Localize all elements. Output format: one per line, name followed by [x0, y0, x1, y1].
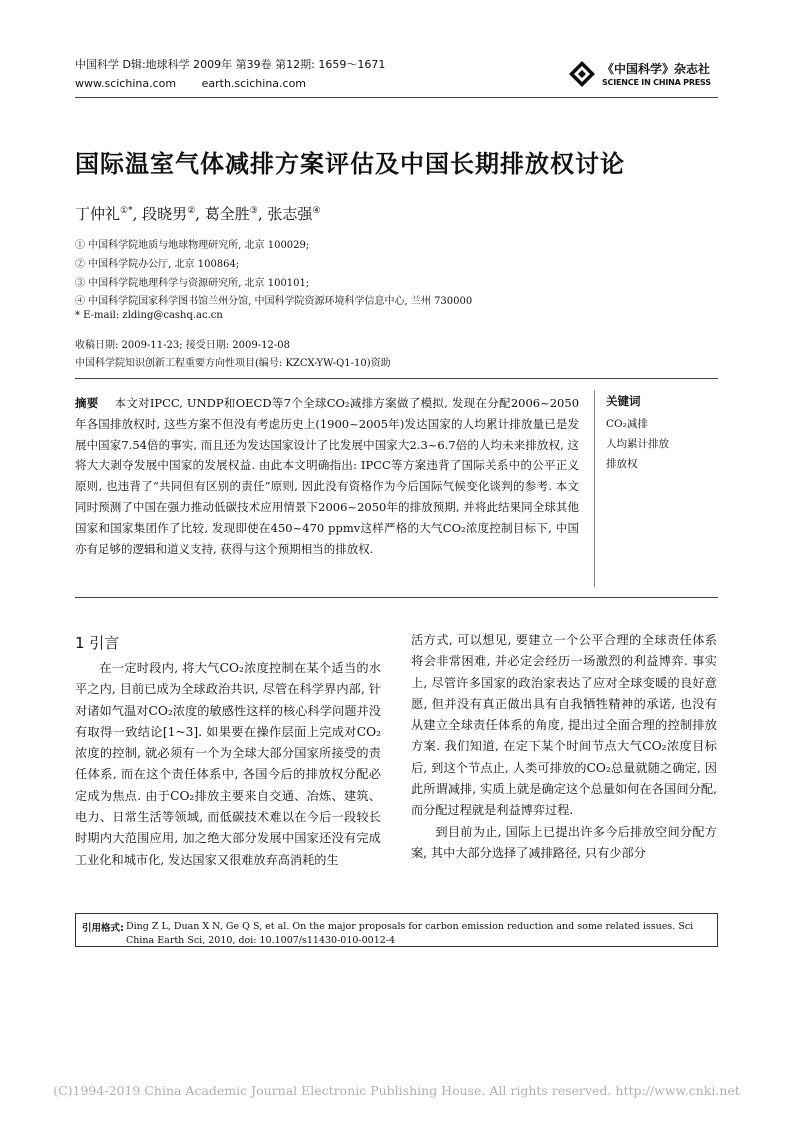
- affiliation-4: ④ 中国科学院国家科学图书馆兰州分馆, 中国科学院资源环境科学信息中心, 兰州 730000: [75, 296, 473, 307]
- publisher-name-en: SCIENCE IN CHINA PRESS: [602, 78, 711, 87]
- author-name: 葛全胜: [204, 205, 250, 223]
- journal-line: 中国科学 D辑:地球科学 2009年 第39卷 第12期: 1659～1671: [75, 58, 386, 71]
- journal-sites: [75, 77, 328, 90]
- author-name: 张志强: [267, 205, 313, 223]
- publisher-logo: [568, 58, 718, 94]
- author-list: 丁仲礼①*, 段晓男②, 葛全胜③, 张志强④: [75, 205, 321, 223]
- article-title: 国际温室气体减排方案评估及中国长期排放权讨论: [75, 150, 625, 178]
- abstract-bottom-rule: [75, 597, 718, 598]
- citation-text: Ding Z L, Duan X N, Ge Q S, et al. On the major proposals for carbon emission reduction and some related issues. Sci China Earth Sci, 2010, doi: 10.1007/s11430-010-0012-4: [126, 921, 694, 946]
- corresponding-email[interactable]: * E-mail: zlding@cashq.ac.cn: [75, 310, 223, 321]
- keyword-item: 排放权: [606, 458, 638, 470]
- abstract-divider: [594, 390, 595, 587]
- author-name: 段晓男: [142, 205, 188, 223]
- section-heading: 1 引言: [75, 634, 120, 652]
- affiliation-1: ① 中国科学院地质与地球物理研究所, 北京 100029;: [75, 240, 310, 251]
- paragraph: 到目前为止, 国际上已提出许多今后排放空间分配方案, 其中大部分选择了减排路径, 只有少部分: [411, 824, 717, 860]
- affiliation-2: ② 中国科学院办公厅, 北京 100864;: [75, 259, 240, 270]
- received-dates: 收稿日期: 2009-11-23; 接受日期: 2009-12-08: [75, 340, 290, 351]
- affiliation-3: ③ 中国科学院地理科学与资源研究所, 北京 100101;: [75, 278, 310, 289]
- citation-box: [75, 913, 718, 947]
- publisher-logo-icon: [568, 60, 596, 88]
- header-rule: [75, 97, 718, 98]
- author-mark: ②: [187, 206, 196, 216]
- author-mark: ①*: [120, 206, 133, 216]
- author-mark: ④: [312, 206, 321, 216]
- publisher-name-cn: 《中国科学》杂志社: [602, 62, 711, 76]
- site-link-earth[interactable]: earth.scichina.com: [201, 77, 307, 90]
- abstract: [75, 393, 579, 559]
- abstract-top-rule: [75, 378, 718, 379]
- body-column-right: [411, 630, 717, 864]
- keyword-item: CO₂减排: [606, 418, 648, 430]
- keyword-item: 人均累计排放: [606, 438, 669, 450]
- keywords-label: 关键词: [606, 394, 641, 408]
- paragraph: 在一定时段内, 将大气CO₂浓度控制在某个适当的水平之内, 目前已成为全球政治共识, 尽管在科学界内部, 针对诸如气温对CO₂浓度的敏感性这样的核心科学问题并没有取得一致结论[1~3]. 如果要在操作层面上完成对CO₂浓度的控制, 就必须有一个为全球大部分国家所接受的责任体系, 而在这个责任体系中, 各国今后的排放权分配必定成为焦点. 由于CO₂排放主要来自交通、冶炼、建筑、电力、日常生活等领域, 而低碳技术难以在今后一段较长时期内大范围应用, 加之绝大部分发展中国家还没有完成工业化和城市化, 发达国家又很难放弃高消耗的生: [75, 661, 381, 867]
- citation-label: 引用格式:: [82, 923, 124, 934]
- author-mark: ③: [249, 206, 258, 216]
- funding-note: 中国科学院知识创新工程重要方向性项目(编号: KZCX-YW-Q1-10)资助: [75, 358, 391, 369]
- site-link-main[interactable]: www.scichina.com: [75, 77, 177, 90]
- body-column-left: [75, 658, 381, 871]
- author-name: 丁仲礼: [75, 205, 121, 223]
- cnki-footer: (C)1994-2019 China Academic Journal Electronic Publishing House. All rights reserved. http://www.cnki.net: [53, 1083, 740, 1098]
- abstract-text: 本文对IPCC, UNDP和OECD等7个全球CO₂减排方案做了模拟, 发现在分配2006~2050年各国排放权时, 这些方案不但没有考虑历史上(1900~2005年)发达国家的人均累计排放量已是发展中国家7.54倍的事实, 而且还为发达国家设计了比发展中国家大2.3~6.7倍的人均未来排放权, 这将大大剥夺发展中国家的发展权益. 由此本文明确指出: IPCC等方案违背了国际关系中的公平正义原则, 也违背了“共同但有区别的责任”原则, 因此没有资格作为今后国际气候变化谈判的参考. 本文同时预测了中国在强力推动低碳技术应用情景下2006~2050年的排放预期, 并将此结果同全球其他国家和国家集团作了比较, 发现即使在450~470 ppmv这样严格的大气CO₂浓度控制目标下, 中国亦有足够的逻辑和道义支持, 获得与这个预期相当的排放权.: [75, 396, 580, 556]
- paragraph: 活方式, 可以想见, 要建立一个公平合理的全球责任体系将会非常困难, 并必定会经历一场激烈的利益博弈. 事实上, 尽管许多国家的政治家表达了应对全球变暖的良好意愿, 但并没有真正做出具有自我牺牲精神的承诺, 也没有从建立全球责任体系的角度, 提出过全面合理的控制排放方案. 我们知道, 在定下某个时间节点大气CO₂浓度目标后, 到这个节点止, 人类可排放的CO₂总量就随之确定, 因此所谓减排, 实质上就是确定这个总量如何在各国间分配, 而分配过程就是利益博弈过程.: [411, 633, 717, 818]
- abstract-label: 摘要: [75, 396, 99, 410]
